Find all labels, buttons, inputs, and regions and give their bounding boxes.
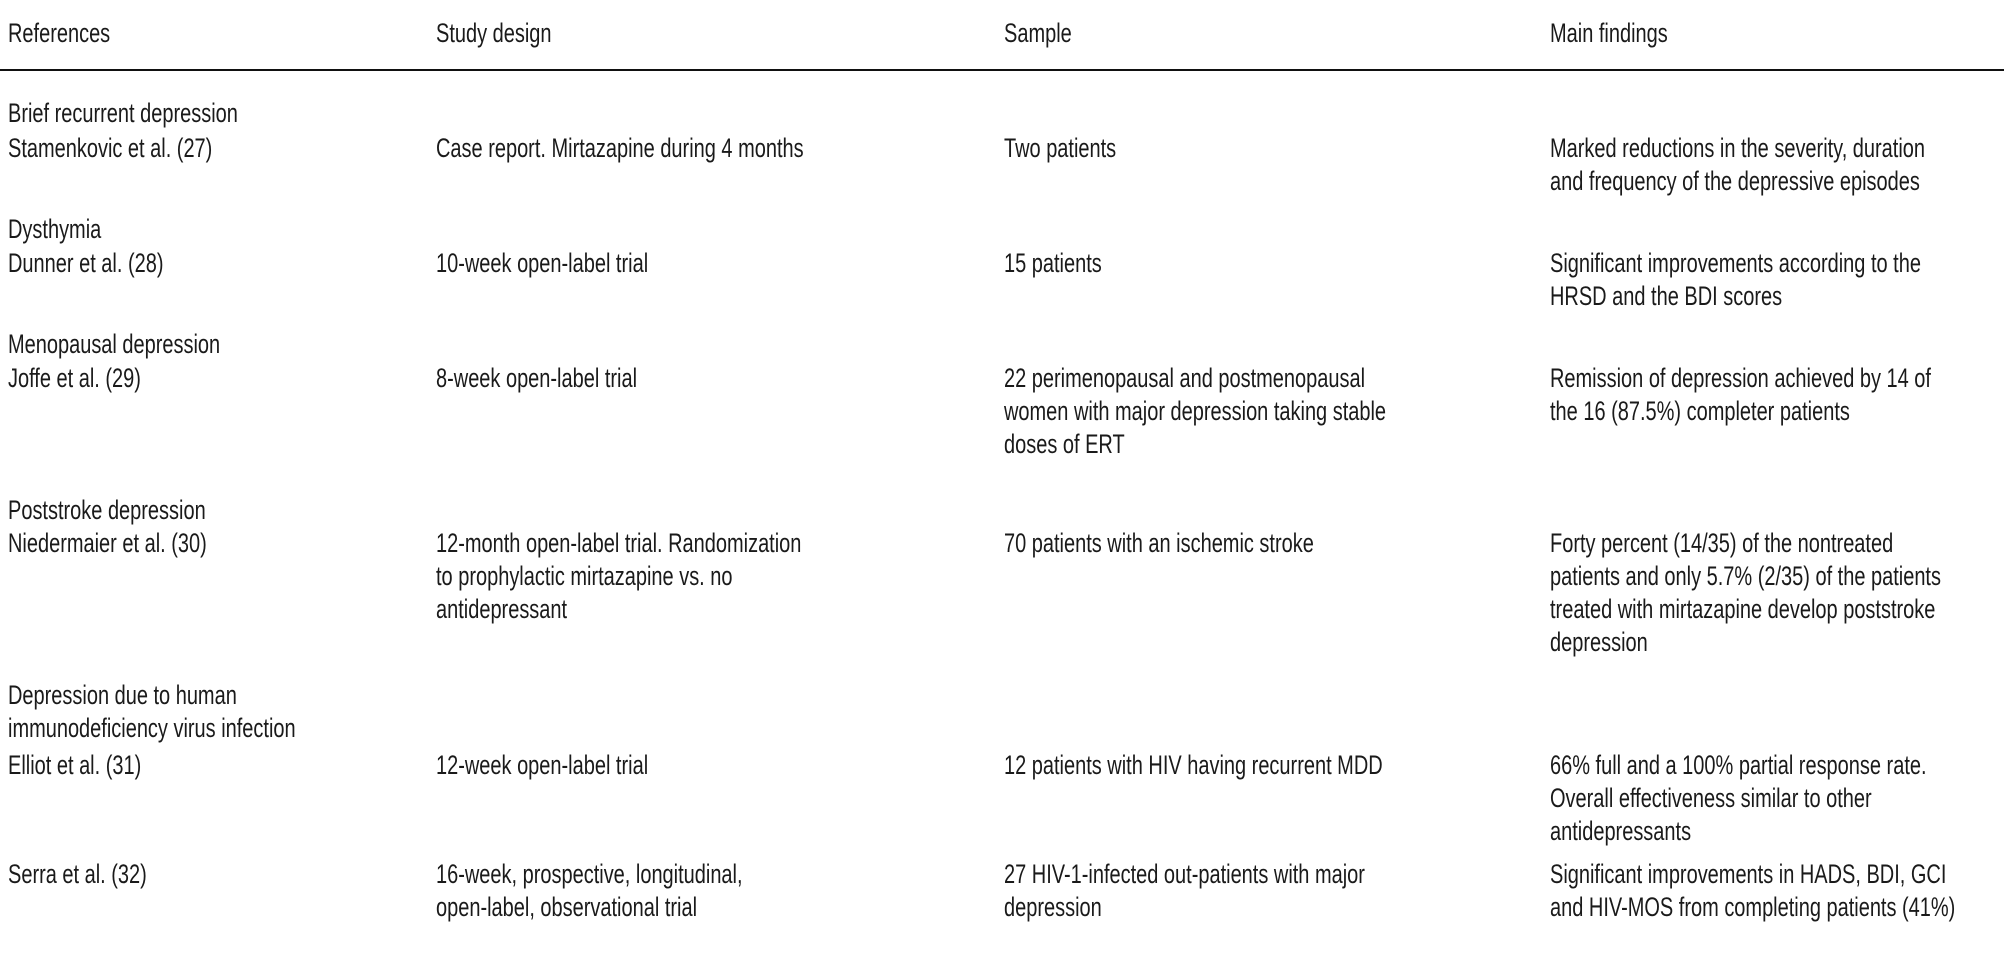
design-cell: Case report. Mirtazapine during 4 months	[436, 133, 804, 163]
sample-cell: 22 perimenopausal and postmenopausal	[1004, 363, 1366, 393]
section-title: Poststroke depression	[8, 495, 206, 525]
reference-cell: Niedermaier et al. (30)	[8, 528, 207, 558]
design-cell: to prophylactic mirtazapine vs. no	[436, 561, 733, 591]
reference-cell: Dunner et al. (28)	[8, 248, 164, 278]
header-references: References	[8, 18, 111, 48]
findings-cell: and HIV-MOS from completing patients (41%)	[1550, 892, 1956, 922]
reference-cell: Joffe et al. (29)	[8, 363, 141, 393]
design-cell: 8-week open-label trial	[436, 363, 638, 393]
header-study-design: Study design	[436, 18, 552, 48]
findings-cell: HRSD and the BDI scores	[1550, 281, 1783, 311]
findings-cell: and frequency of the depressive episodes	[1550, 166, 1920, 196]
sample-cell: women with major depression taking stable	[1004, 396, 1387, 426]
findings-cell: the 16 (87.5%) completer patients	[1550, 396, 1850, 426]
findings-cell: Marked reductions in the severity, duration	[1550, 133, 1926, 163]
findings-cell: Remission of depression achieved by 14 of	[1550, 363, 1931, 393]
header-main-findings: Main findings	[1550, 18, 1668, 48]
findings-cell: treated with mirtazapine develop poststroke	[1550, 594, 1936, 624]
section-title: Dysthymia	[8, 214, 102, 244]
section-title: Menopausal depression	[8, 329, 221, 359]
design-cell: 10-week open-label trial	[436, 248, 649, 278]
findings-cell: Forty percent (14/35) of the nontreated	[1550, 528, 1894, 558]
design-cell: open-label, observational trial	[436, 892, 698, 922]
findings-cell: 66% full and a 100% partial response rate.	[1550, 750, 1927, 780]
sample-cell: 70 patients with an ischemic stroke	[1004, 528, 1314, 558]
findings-cell: depression	[1550, 627, 1648, 657]
reference-cell: Stamenkovic et al. (27)	[8, 133, 213, 163]
reference-cell: Elliot et al. (31)	[8, 750, 142, 780]
section-title: Depression due to human	[8, 680, 237, 710]
section-title: immunodeficiency virus infection	[8, 713, 296, 743]
findings-cell: Overall effectiveness similar to other	[1550, 783, 1872, 813]
sample-cell: depression	[1004, 892, 1102, 922]
sample-cell: 12 patients with HIV having recurrent MDD	[1004, 750, 1383, 780]
design-cell: 16-week, prospective, longitudinal,	[436, 859, 743, 889]
header-rule	[0, 69, 2004, 71]
findings-cell: Significant improvements in HADS, BDI, GCI	[1550, 859, 1947, 889]
sample-cell: Two patients	[1004, 133, 1117, 163]
sample-cell: doses of ERT	[1004, 429, 1125, 459]
design-cell: 12-week open-label trial	[436, 750, 649, 780]
section-title: Brief recurrent depression	[8, 98, 238, 128]
header-sample: Sample	[1004, 18, 1072, 48]
design-cell: 12-month open-label trial. Randomization	[436, 528, 802, 558]
findings-cell: patients and only 5.7% (2/35) of the patients	[1550, 561, 1941, 591]
findings-cell: antidepressants	[1550, 816, 1692, 846]
sample-cell: 15 patients	[1004, 248, 1102, 278]
design-cell: antidepressant	[436, 594, 568, 624]
sample-cell: 27 HIV-1-infected out-patients with major	[1004, 859, 1365, 889]
reference-cell: Serra et al. (32)	[8, 859, 147, 889]
findings-cell: Significant improvements according to the	[1550, 248, 1921, 278]
